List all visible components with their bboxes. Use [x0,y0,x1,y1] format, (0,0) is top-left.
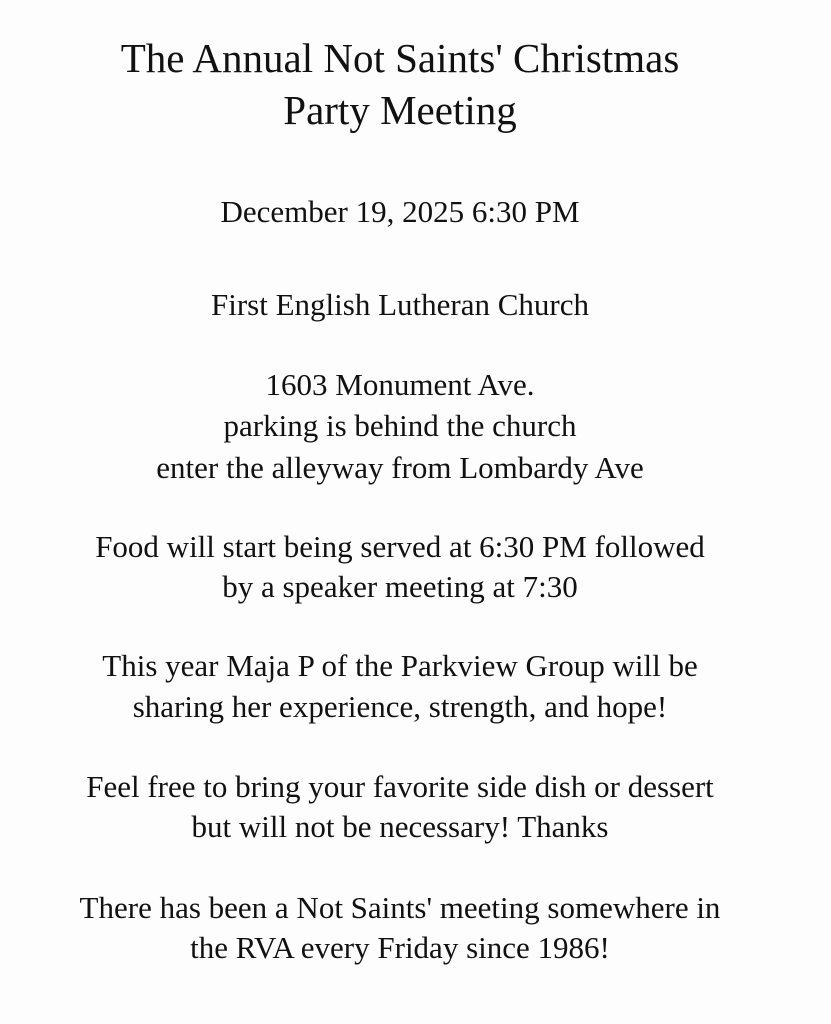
speaker-line-1: This year Maja P of the Parkview Group will be [102,648,698,683]
event-date-time: December 19, 2025 6:30 PM [220,194,580,229]
flyer-title-line-1: The Annual Not Saints' Christmas [120,35,680,81]
bring-dish-line-2: but will not be necessary! Thanks [191,809,609,844]
address-line: 1603 Monument Ave. [265,367,535,402]
history-line-1: There has been a Not Saints' meeting somewhere in [79,890,721,925]
schedule-line-1: Food will start being served at 6:30 PM followed [95,529,705,564]
speaker-line-2: sharing her experience, strength, and hope! [132,689,668,724]
event-venue: First English Lutheran Church [211,287,589,322]
flyer-title-line-2: Party Meeting [283,87,517,133]
history-line-2: the RVA every Friday since 1986! [190,930,610,965]
schedule-line-2: by a speaker meeting at 7:30 [222,569,578,604]
alleyway-note: enter the alleyway from Lombardy Ave [156,450,644,485]
parking-note: parking is behind the church [223,408,577,443]
bring-dish-line-1: Feel free to bring your favorite side dish or dessert [86,769,714,804]
